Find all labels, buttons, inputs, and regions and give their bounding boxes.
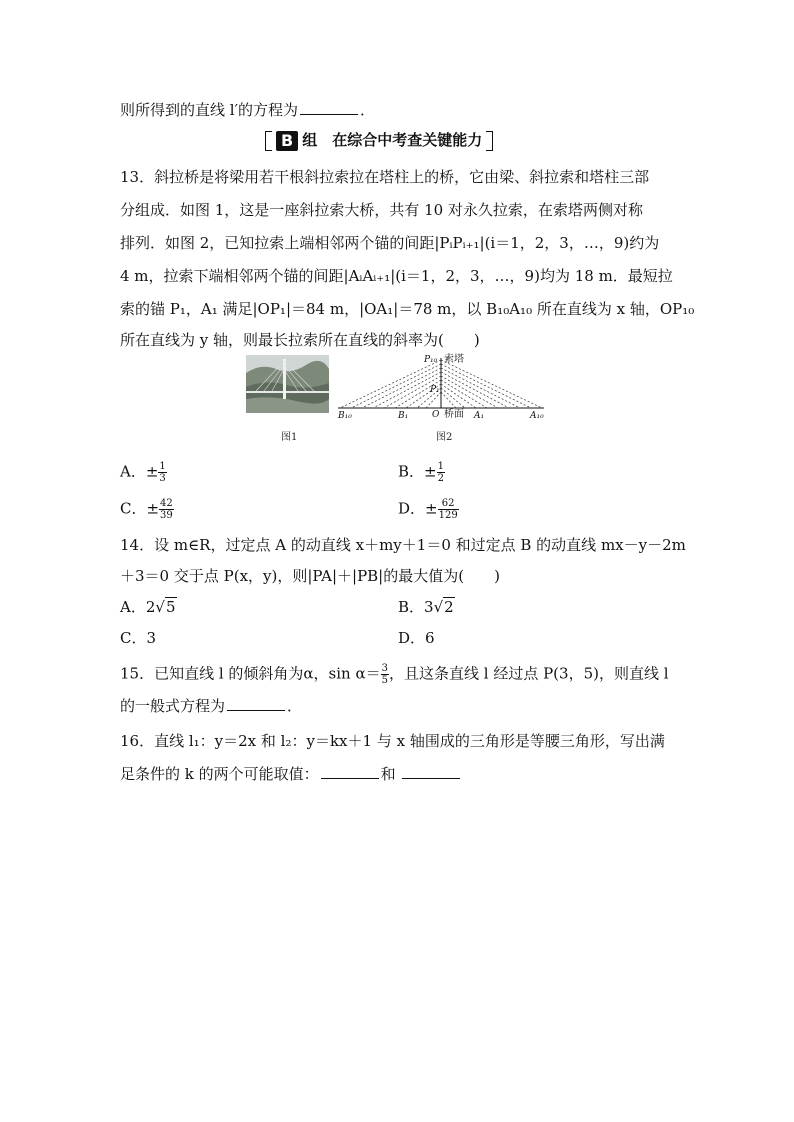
label-p1: P₁ [430, 385, 440, 395]
section-title: 组 在综合中考查关键能力 [302, 131, 483, 149]
answer-blank-2[interactable] [402, 764, 460, 779]
fig2-caption: 图2 [436, 432, 453, 443]
q14-option-c[interactable]: C．3 [120, 629, 157, 647]
q13-option-a[interactable]: A．± $\frac{1}{3}$ [120, 461, 166, 484]
label-o: O [432, 410, 440, 420]
q15-line-2: 的一般式方程为 ． [120, 697, 303, 715]
bridge-diagram [334, 352, 548, 428]
q16-line-2: 足条件的 k 的两个可能取值： 和 [120, 764, 462, 784]
q13-line-5: 索的锚 P₁，A₁ 满足|OP₁|＝84 m，|OA₁|＝78 m，以 B₁₀A₁₀ 所在直线为 x 轴，OP₁₀ [120, 300, 695, 318]
section-badge: B [276, 131, 298, 151]
answer-blank[interactable] [227, 696, 285, 711]
answer-blank[interactable] [300, 100, 358, 115]
label-tower: 索塔 [444, 354, 464, 365]
q13-option-b[interactable]: B．± $\frac{1}{2}$ [398, 461, 444, 484]
q15-line-1: 15．已知直线 l 的倾斜角为α，sin α＝ $\frac{3}{5}$ ，且这条直线 l 经过点 P(3，5)，则直线 l [120, 663, 669, 686]
label-p10: P₁₀ [424, 355, 438, 365]
q13-line-4: 4 m，拉索下端相邻两个锚的间距|AᵢAᵢ₊₁|(i＝1，2，3，…，9)均为 18 m．最短拉 [120, 267, 673, 285]
q13-line-6: 所在直线为 y 轴，则最长拉索所在直线的斜率为( ) [120, 331, 480, 349]
label-b1: B₁ [398, 411, 409, 421]
q13-option-c[interactable]: C．± $\frac{42}{39}$ [120, 498, 173, 521]
section-heading [265, 128, 493, 152]
bridge-photo [246, 355, 329, 413]
q16-line-1: 16．直线 l₁：y＝2x 和 l₂：y＝kx＋1 与 x 轴围成的三角形是等腰三角形，写出满 [120, 732, 665, 750]
answer-blank-1[interactable] [321, 764, 379, 779]
q13-line-1: 13．斜拉桥是将梁用若干根斜拉索拉在塔柱上的桥，它由梁、斜拉索和塔柱三部 [120, 168, 650, 186]
label-b10: B₁₀ [338, 411, 352, 421]
label-deck: 桥面 [444, 409, 464, 420]
q14-option-b[interactable]: B．3√2 [398, 598, 454, 616]
q14-line-2: ＋3＝0 交于点 P(x，y)，则|PA|＋|PB|的最大值为( ) [120, 567, 500, 585]
q14-line-1: 14．设 m∈R，过定点 A 的动直线 x＋my＋1＝0 和过定点 B 的动直线 mx－y－2m [120, 536, 686, 554]
q12-tail: 则所得到的直线 l′的方程为 ． [120, 101, 375, 119]
q13-line-3: 排列．如图 2，已知拉索上端相邻两个锚的间距|PᵢPᵢ₊₁|(i＝1，2，3，…，9)约为 [120, 234, 660, 252]
label-a10: A₁₀ [530, 411, 544, 421]
fig1-caption: 图1 [281, 432, 298, 443]
q13-line-2: 分组成．如图 1，这是一座斜拉索大桥，共有 10 对永久拉索，在索塔两侧对称 [120, 201, 643, 219]
label-a1: A₁ [474, 411, 485, 421]
q14-option-a[interactable]: A．2√5 [120, 598, 176, 616]
q13-option-d[interactable]: D．± $\frac{62}{129}$ [398, 498, 458, 521]
q14-option-d[interactable]: D．6 [398, 629, 435, 647]
